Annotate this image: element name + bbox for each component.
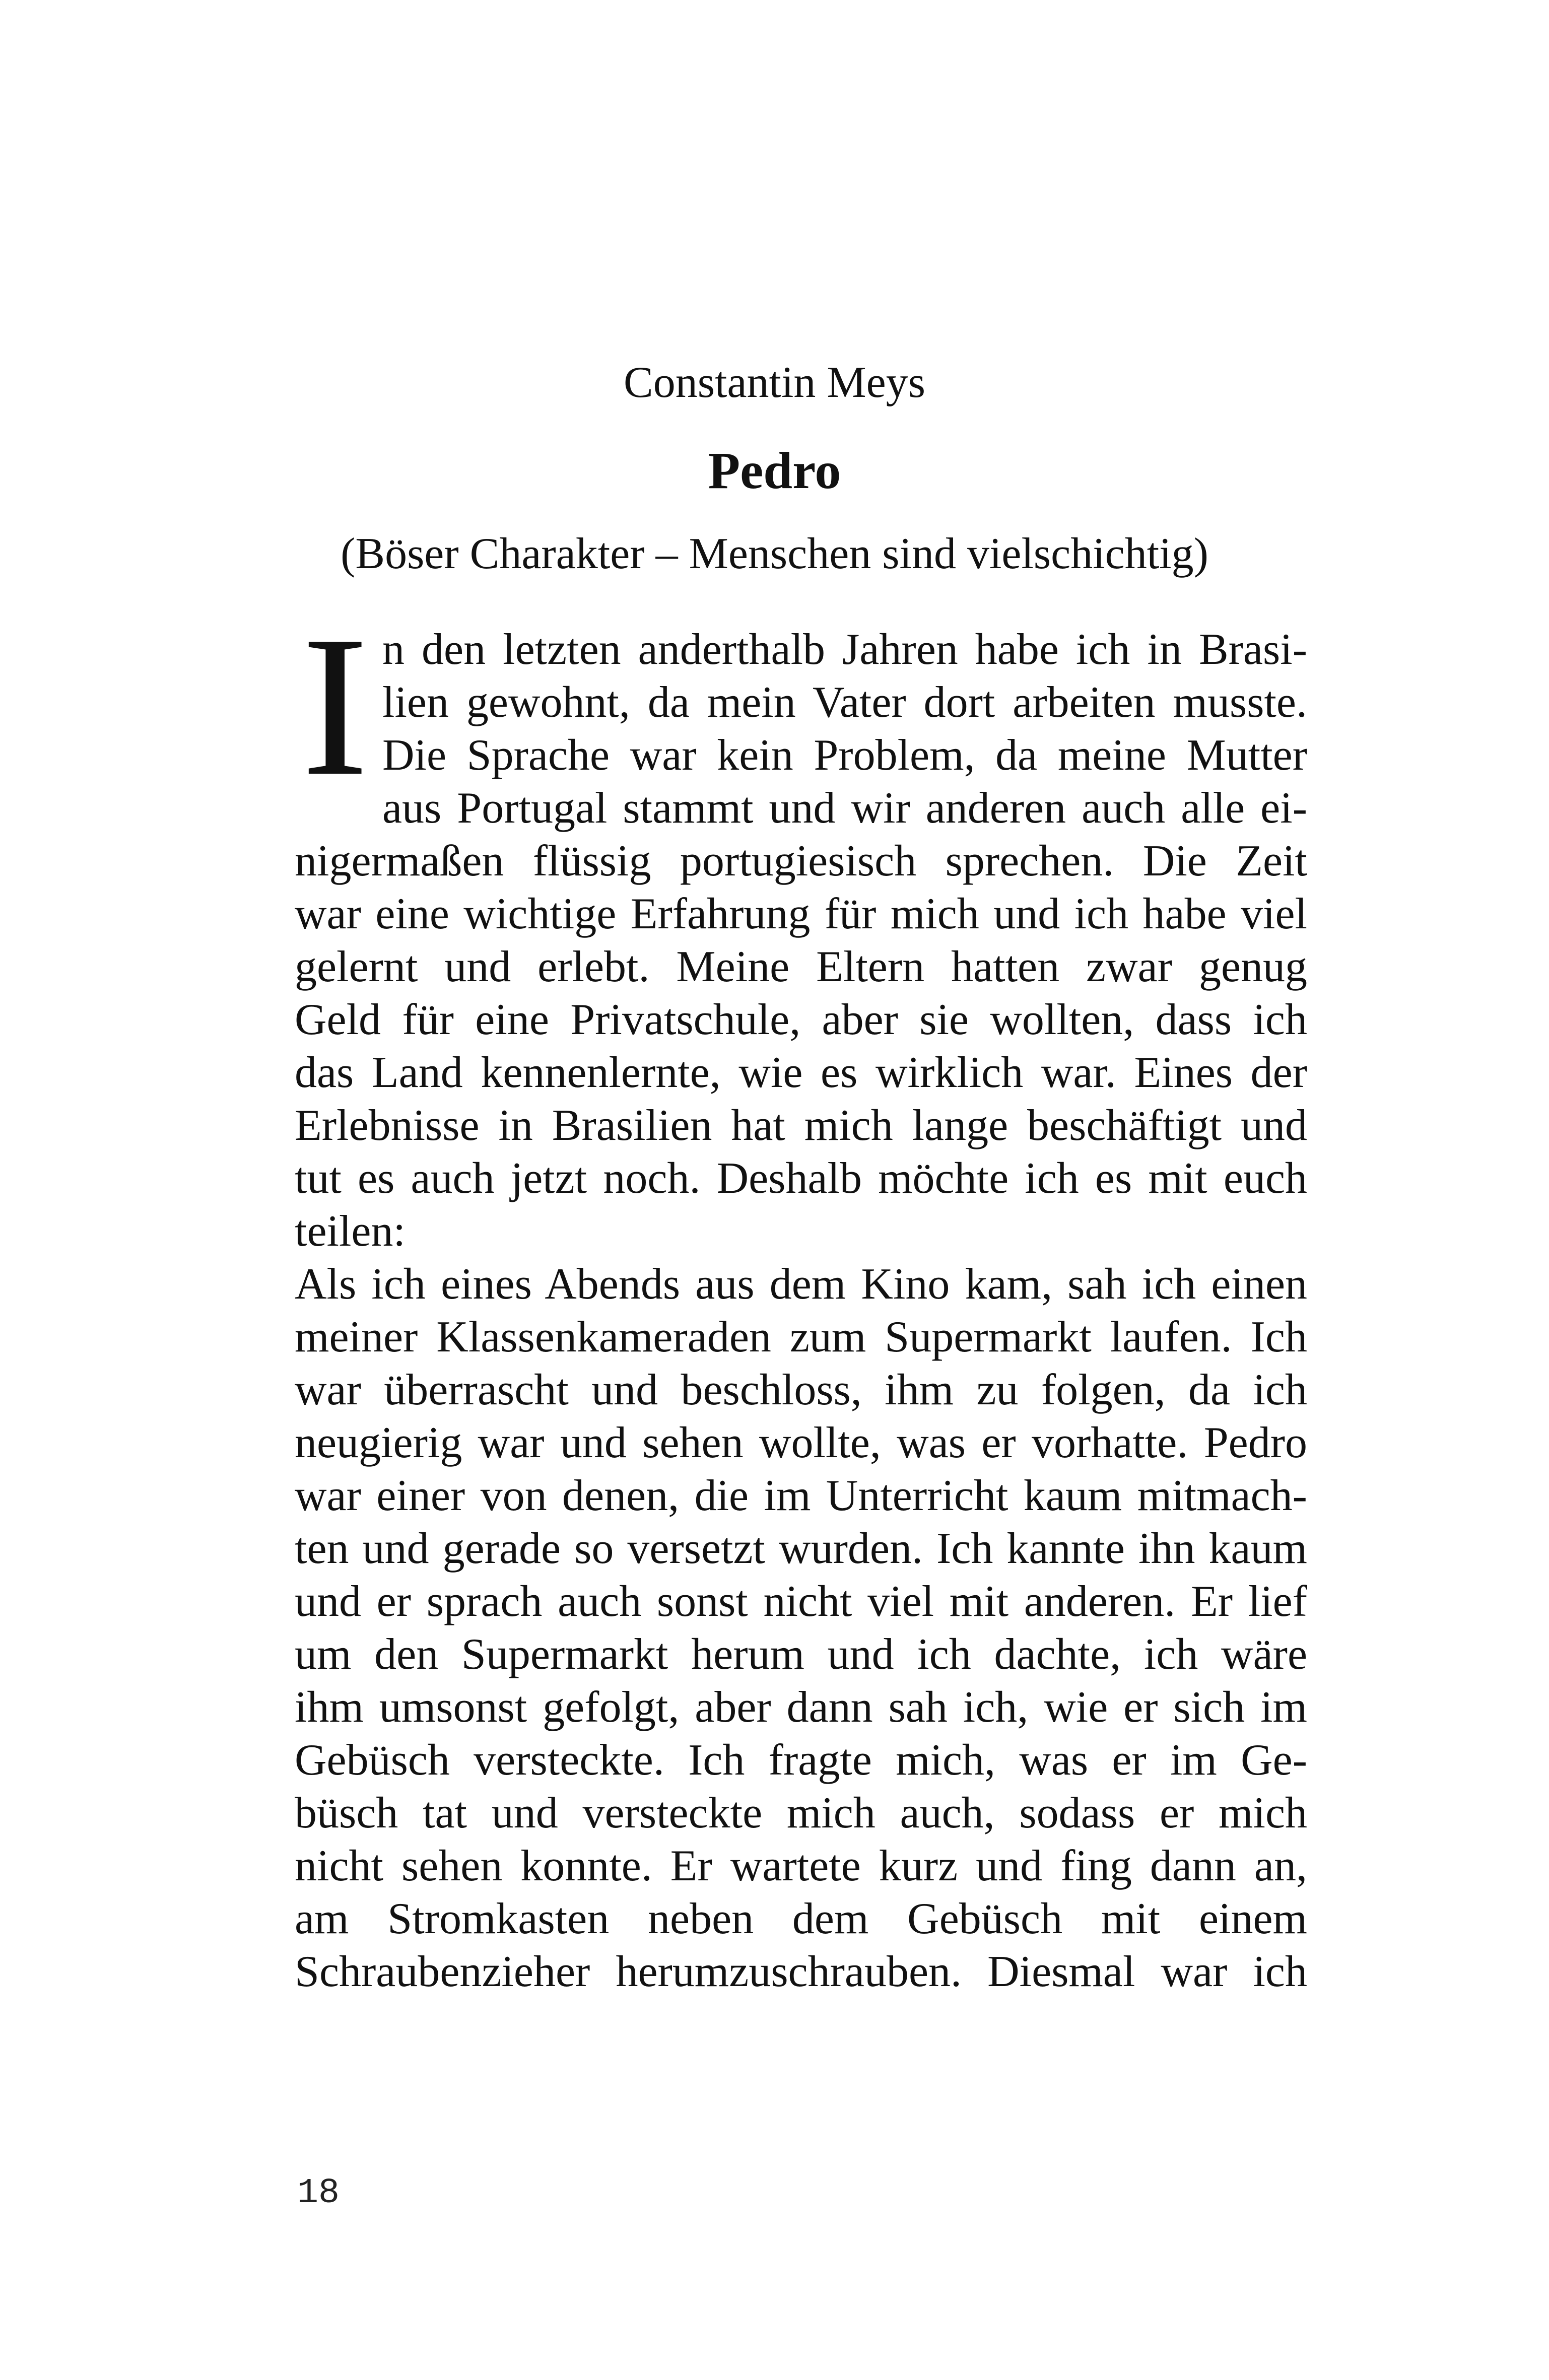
text-line: ihm umsonst gefolgt, aber dann sah ich, wie er sich im [295,1683,1307,1732]
text-line: Schraubenzieher herumzuschrauben. Diesmal war ich [295,1947,1307,1996]
text-line: das Land kennenlernte, wie es wirklich war. Eines der [295,1048,1307,1097]
chapter-title: Pedro [708,442,841,500]
text-line: war überrascht und beschloss, ihm zu folgen, da ich [295,1366,1307,1414]
text-line: n den letzten anderthalb Jahren habe ich in Brasi- [382,625,1307,674]
text-line: war einer von denen, die im Unterricht kaum mitmach- [295,1471,1307,1520]
text-line: gelernt und erlebt. Meine Eltern hatten zwar genug [295,942,1307,991]
text-line: war eine wichtige Erfahrung für mich und ich habe viel [295,890,1307,938]
story-text [295,594,1307,1998]
text-line: am Stromkasten neben dem Gebüsch mit einem [295,1894,1307,1943]
text-line: Als ich eines Abends aus dem Kino kam, sah ich einen [295,1260,1307,1309]
text-line: tut es auch jetzt noch. Deshalb möchte ich es mit euch [295,1154,1307,1203]
page-number: 18 [297,2173,340,2213]
text-line: büsch tat und versteckte mich auch, sodass er mich [295,1789,1307,1838]
text-line: meiner Klassenkameraden zum Supermarkt laufen. Ich [295,1313,1307,1362]
text-line: nicht sehen konnte. Er wartete kurz und fing dann an, [295,1842,1307,1890]
chapter-subtitle: (Böser Charakter – Menschen sind vielschichtig) [341,529,1208,578]
text-line: und er sprach auch sonst nicht viel mit anderen. Er lief [295,1577,1307,1626]
text-line: neugierig war und sehen wollte, was er vorhatte. Pedro [295,1418,1307,1467]
text-line: Erlebnisse in Brasilien hat mich lange beschäftigt und [295,1101,1307,1150]
text-line: um den Supermarkt herum und ich dachte, ich wäre [295,1630,1307,1679]
text-line: ten und gerade so versetzt wurden. Ich kannte ihn kaum [295,1524,1307,1573]
text-line: Gebüsch versteckte. Ich fragte mich, was er im Ge- [295,1736,1307,1785]
text-line: nigermaßen flüssig portugiesisch sprechen. Die Zeit [295,837,1307,886]
drop-cap: I [301,594,369,818]
text-line: teilen: [295,1207,406,1256]
text-line: aus Portugal stammt und wir anderen auch alle ei- [382,784,1307,833]
author-name: Constantin Meys [624,358,925,407]
text-line: Geld für eine Privatschule, aber sie wollten, dass ich [295,995,1307,1044]
text-line: lien gewohnt, da mein Vater dort arbeiten musste. [382,678,1307,727]
text-line: Die Sprache war kein Problem, da meine Mutter [382,731,1307,780]
